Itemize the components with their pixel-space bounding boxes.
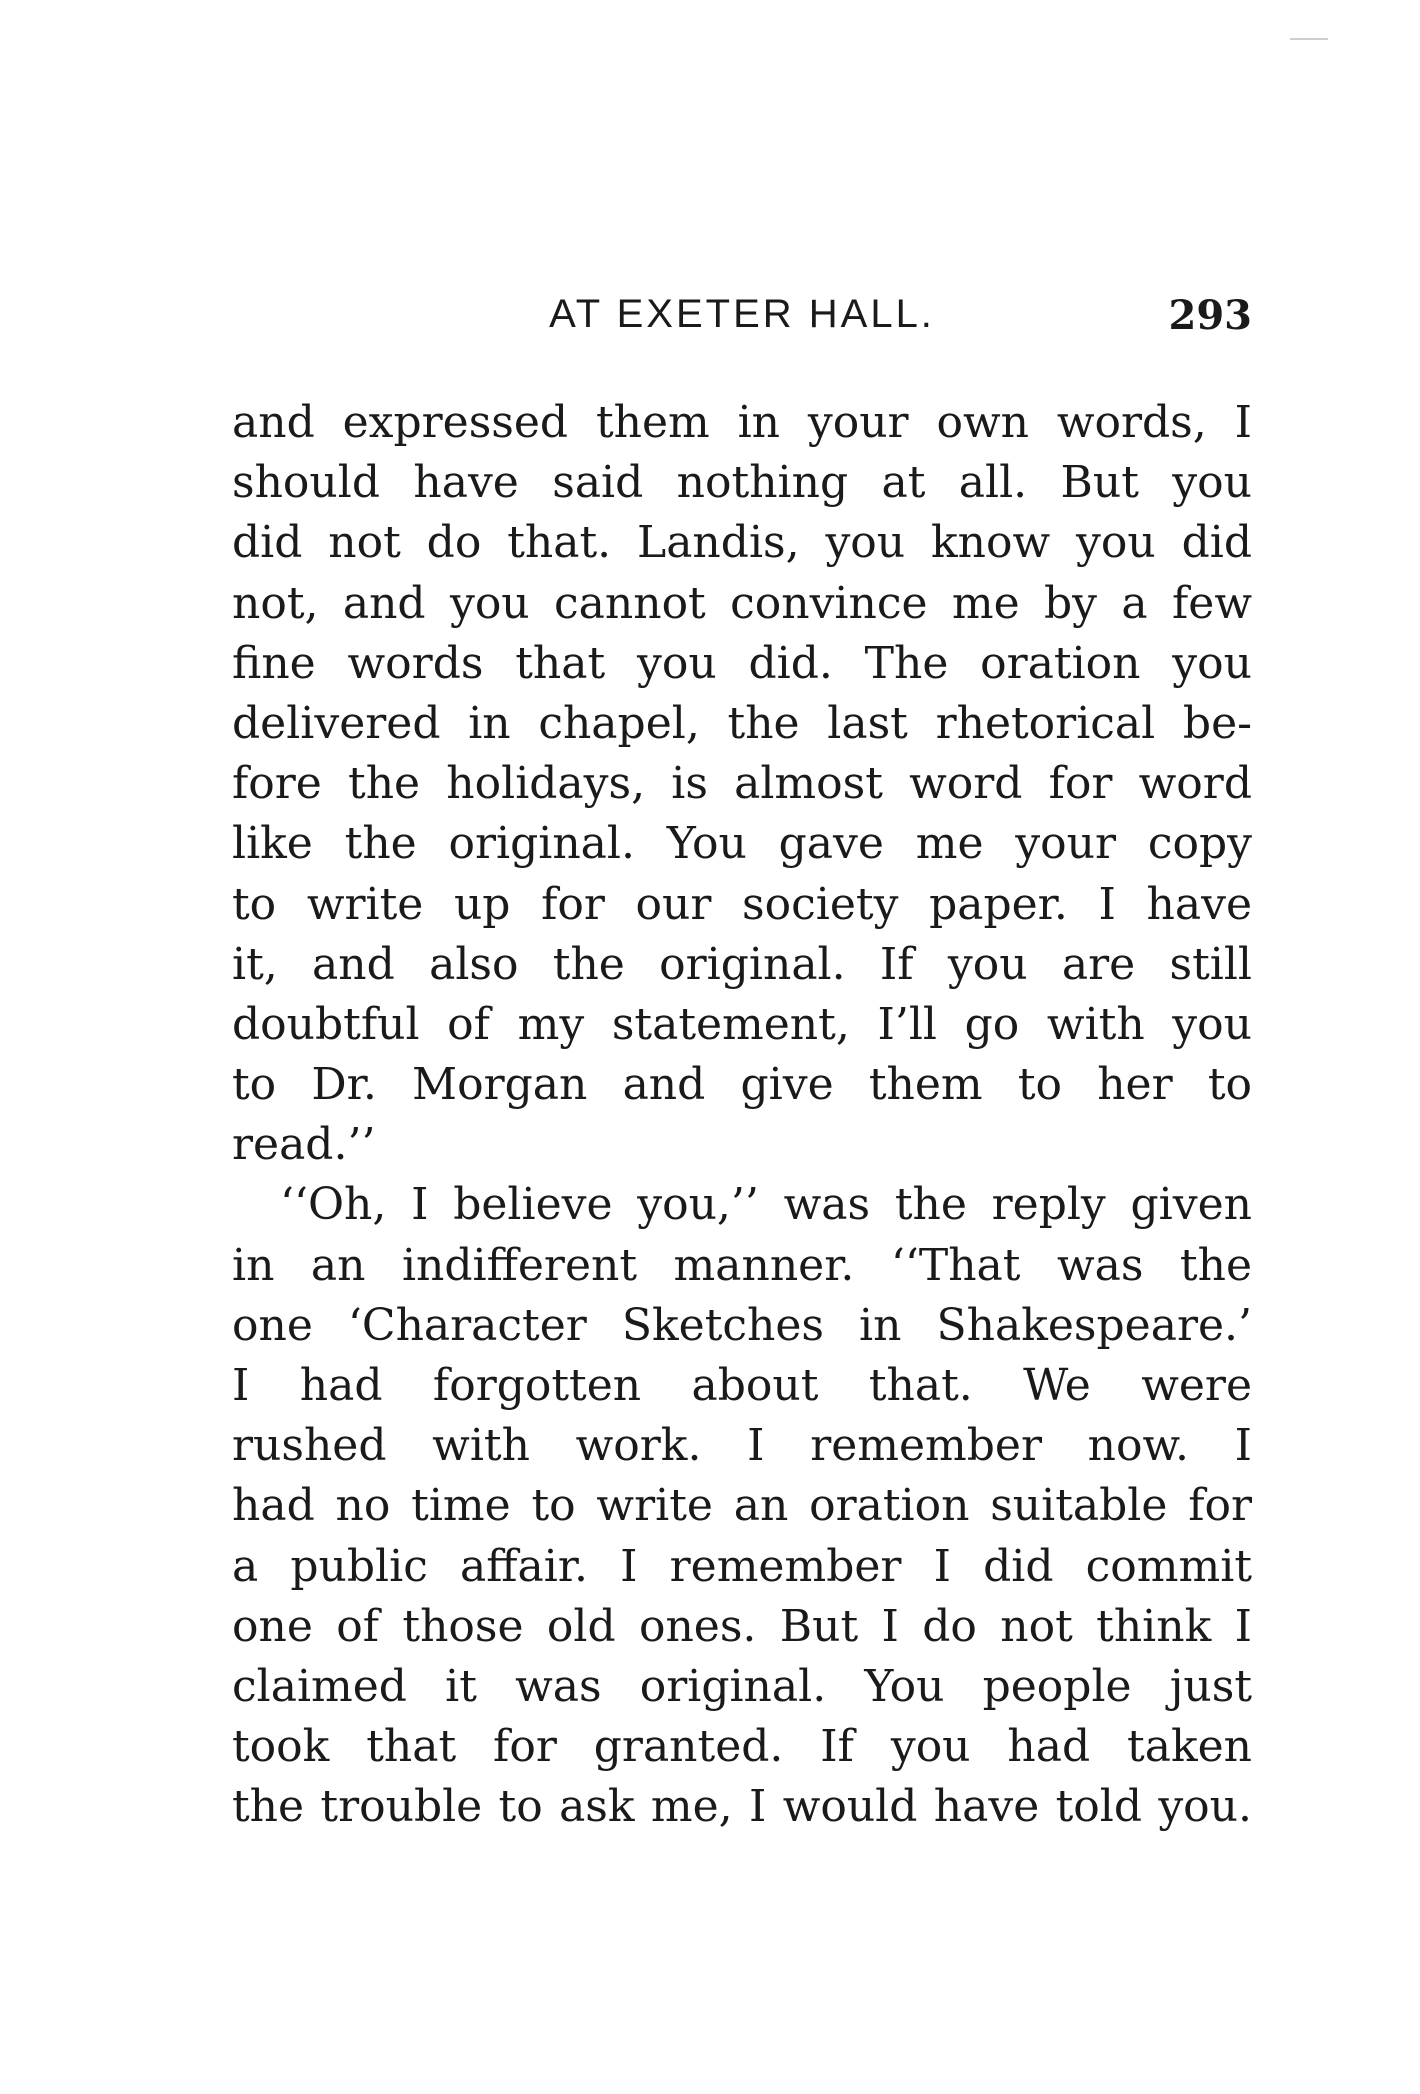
text-line: should have said nothing at all. But you <box>232 457 1252 509</box>
page-number: 293 <box>1168 292 1252 339</box>
text-line: it, and also the original. If you are still <box>232 938 1252 990</box>
text-line: one of those old ones. But I do not think I <box>232 1600 1252 1652</box>
text-line: rushed with work. I remember now. I <box>232 1420 1252 1472</box>
text-line: delivered in chapel, the last rhetorical be- <box>232 697 1252 749</box>
text-line: and expressed them in your own words, I <box>232 397 1252 448</box>
text-line: to Dr. Morgan and give them to her to <box>232 1059 1252 1111</box>
text-line: in an indifferent manner. ‘‘That was the <box>232 1239 1252 1291</box>
body-text <box>232 393 1252 1838</box>
text-line: fore the holidays, is almost word for word <box>232 758 1252 810</box>
text-line: did not do that. Landis, you know you did <box>232 517 1252 569</box>
text-line: doubtful of my statement, I’ll go with you <box>232 998 1252 1050</box>
text-line: read.’’ <box>232 1119 376 1171</box>
text-line: ‘‘Oh, I believe you,’’ was the reply given <box>280 1179 1252 1231</box>
text-line: claimed it was original. You people just <box>232 1660 1252 1712</box>
text-line: a public affair. I remember I did commit <box>232 1540 1252 1592</box>
running-head: AT EXETER HALL. <box>549 292 935 336</box>
page-header <box>232 292 1252 352</box>
text-line: one ‘Character Sketches in Shakespeare.’ <box>232 1299 1252 1351</box>
text-line: fine words that you did. The oration you <box>232 637 1252 689</box>
text-line: the trouble to ask me, I would have told you. <box>232 1781 1252 1833</box>
text-line: like the original. You gave me your copy <box>232 818 1252 870</box>
text-line: to write up for our society paper. I have <box>232 878 1252 930</box>
text-line: not, and you cannot convince me by a few <box>232 577 1252 629</box>
text-line: I had forgotten about that. We were <box>232 1360 1252 1411</box>
text-line: had no time to write an oration suitable for <box>232 1480 1252 1532</box>
text-line: took that for granted. If you had taken <box>232 1721 1252 1773</box>
scan-mark <box>1290 38 1328 40</box>
